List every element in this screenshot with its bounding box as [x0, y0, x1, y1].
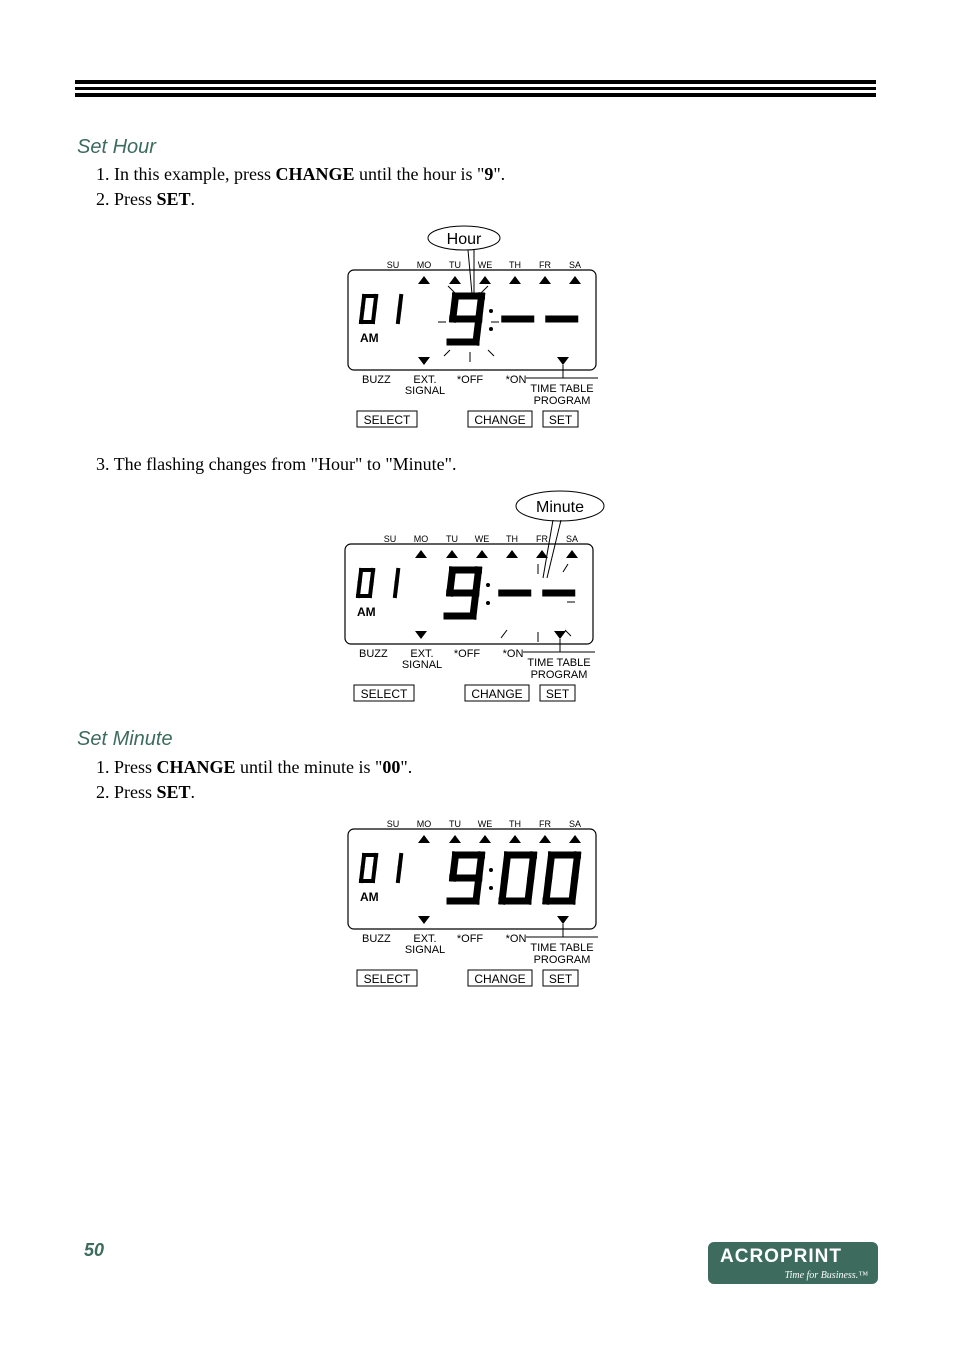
- label-on: *ON: [505, 374, 527, 386]
- am-indicator: AM: [360, 890, 379, 904]
- callout-pointer: [543, 520, 561, 578]
- label-signal: SIGNAL: [404, 385, 446, 397]
- day-label-su: SU: [386, 260, 400, 270]
- am-indicator: AM: [357, 605, 376, 619]
- button-select-label: SELECT: [360, 687, 408, 701]
- day-indicator-th: [506, 550, 518, 558]
- day-label-sa: SA: [568, 819, 582, 829]
- day-label-fr: FR: [539, 819, 551, 829]
- label-program: PROGRAM: [533, 954, 591, 966]
- buzz-indicator: [418, 357, 430, 365]
- label-on: *ON: [505, 933, 527, 945]
- flash-mark: [563, 564, 568, 572]
- program-indicator: [557, 357, 569, 365]
- colon-dot: [489, 868, 493, 872]
- label-off: *OFF: [456, 933, 484, 945]
- label-signal: SIGNAL: [404, 944, 446, 956]
- button-set-label: SET: [548, 413, 573, 427]
- flash-mark: [565, 630, 571, 636]
- lcd-figure-set: [346, 818, 606, 993]
- colon-dot: [489, 309, 493, 313]
- label-on: *ON: [502, 648, 524, 660]
- button-set-label: SET: [548, 972, 573, 986]
- set-minute-step-1: 1. Press CHANGE until the minute is "00".: [96, 757, 413, 777]
- day-indicator-fr: [539, 276, 551, 284]
- button-change-label: CHANGE: [474, 413, 526, 427]
- button-set-label: SET: [545, 687, 570, 701]
- label-off: *OFF: [453, 648, 481, 660]
- label-time-table: TIME TABLE: [527, 657, 591, 669]
- day-indicator-tu: [449, 835, 461, 843]
- colon-dot: [489, 886, 493, 890]
- minute-digit-segment: [505, 855, 508, 878]
- colon-dot: [486, 601, 490, 605]
- day-label-su: SU: [383, 534, 397, 544]
- day-label-fr: FR: [539, 260, 551, 270]
- callout-label: Hour: [446, 231, 482, 248]
- day-label-tu: TU: [449, 260, 461, 270]
- day-indicator-th: [509, 276, 521, 284]
- lcd-figure-minute: [343, 490, 608, 705]
- day-indicator-we: [479, 835, 491, 843]
- day-indicator-mo: [415, 550, 427, 558]
- flash-mark: [444, 350, 450, 356]
- day-label-fr: FR: [536, 534, 548, 544]
- day-indicator-mo: [418, 835, 430, 843]
- day-indicator-th: [509, 835, 521, 843]
- day-digit-segment: [398, 868, 400, 881]
- day-label-sa: SA: [568, 260, 582, 270]
- section-title-set-minute: Set Minute: [77, 728, 173, 750]
- flash-mark: [488, 350, 494, 356]
- buzz-indicator: [418, 916, 430, 924]
- day-indicator-sa: [569, 835, 581, 843]
- label-ext: EXT.: [413, 933, 437, 945]
- label-ext: EXT.: [410, 648, 434, 660]
- day-digit-segment: [363, 296, 365, 309]
- lcd-figure-hour: [346, 224, 606, 434]
- day-digit-segment: [363, 855, 365, 868]
- colon-dot: [486, 583, 490, 587]
- minute-digit-segment: [549, 855, 552, 878]
- label-signal: SIGNAL: [401, 659, 443, 671]
- button-change-label: CHANGE: [471, 687, 523, 701]
- set-hour-step-2: 2. Press SET.: [96, 189, 196, 209]
- colon-dot: [489, 327, 493, 331]
- day-indicator-mo: [418, 276, 430, 284]
- label-program: PROGRAM: [533, 395, 591, 407]
- day-indicator-fr: [539, 835, 551, 843]
- day-label-su: SU: [386, 819, 400, 829]
- program-indicator: [554, 631, 566, 639]
- button-change-label: CHANGE: [474, 972, 526, 986]
- day-label-tu: TU: [446, 534, 458, 544]
- day-digit-segment: [395, 583, 397, 596]
- set-minute-step-2: 2. Press SET.: [96, 782, 196, 802]
- label-buzz: BUZZ: [359, 648, 388, 660]
- day-label-mo: MO: [416, 819, 432, 829]
- day-digit-segment: [360, 570, 362, 583]
- page-number: 50: [84, 1240, 105, 1260]
- day-label-sa: SA: [565, 534, 579, 544]
- label-off: *OFF: [456, 374, 484, 386]
- day-indicator-we: [479, 276, 491, 284]
- day-label-tu: TU: [449, 819, 461, 829]
- day-label-we: WE: [477, 260, 493, 270]
- label-program: PROGRAM: [530, 669, 588, 681]
- buzz-indicator: [415, 631, 427, 639]
- day-indicator-tu: [446, 550, 458, 558]
- flash-mark: [448, 286, 456, 294]
- day-label-th: TH: [509, 819, 521, 829]
- day-label-mo: MO: [413, 534, 429, 544]
- day-label-we: WE: [477, 819, 493, 829]
- logo-tagline: Time for Business.™: [784, 1270, 868, 1281]
- day-label-th: TH: [509, 260, 521, 270]
- label-time-table: TIME TABLE: [530, 383, 594, 395]
- set-hour-step-3: 3. The flashing changes from "Hour" to "Minute".: [96, 454, 457, 474]
- label-buzz: BUZZ: [362, 933, 391, 945]
- button-select-label: SELECT: [363, 972, 411, 986]
- day-label-we: WE: [474, 534, 490, 544]
- program-indicator: [557, 916, 569, 924]
- day-indicator-tu: [449, 276, 461, 284]
- acroprint-logo: [708, 1242, 878, 1284]
- day-indicator-sa: [566, 550, 578, 558]
- label-ext: EXT.: [413, 374, 437, 386]
- day-label-mo: MO: [416, 260, 432, 270]
- flash-mark: [501, 630, 507, 638]
- am-indicator: AM: [360, 331, 379, 345]
- section-title-set-hour: Set Hour: [77, 136, 156, 158]
- header-rules: [75, 80, 876, 98]
- label-time-table: TIME TABLE: [530, 942, 594, 954]
- set-hour-step-1: 1. In this example, press CHANGE until the hour is "9".: [96, 164, 506, 184]
- day-indicator-sa: [569, 276, 581, 284]
- callout-label: Minute: [535, 499, 585, 516]
- callout-pointer: [468, 250, 474, 294]
- button-select-label: SELECT: [363, 413, 411, 427]
- label-buzz: BUZZ: [362, 374, 391, 386]
- logo-brand: ACROPRINT: [720, 1246, 842, 1267]
- day-label-th: TH: [506, 534, 518, 544]
- day-digit-segment: [398, 309, 400, 322]
- day-indicator-we: [476, 550, 488, 558]
